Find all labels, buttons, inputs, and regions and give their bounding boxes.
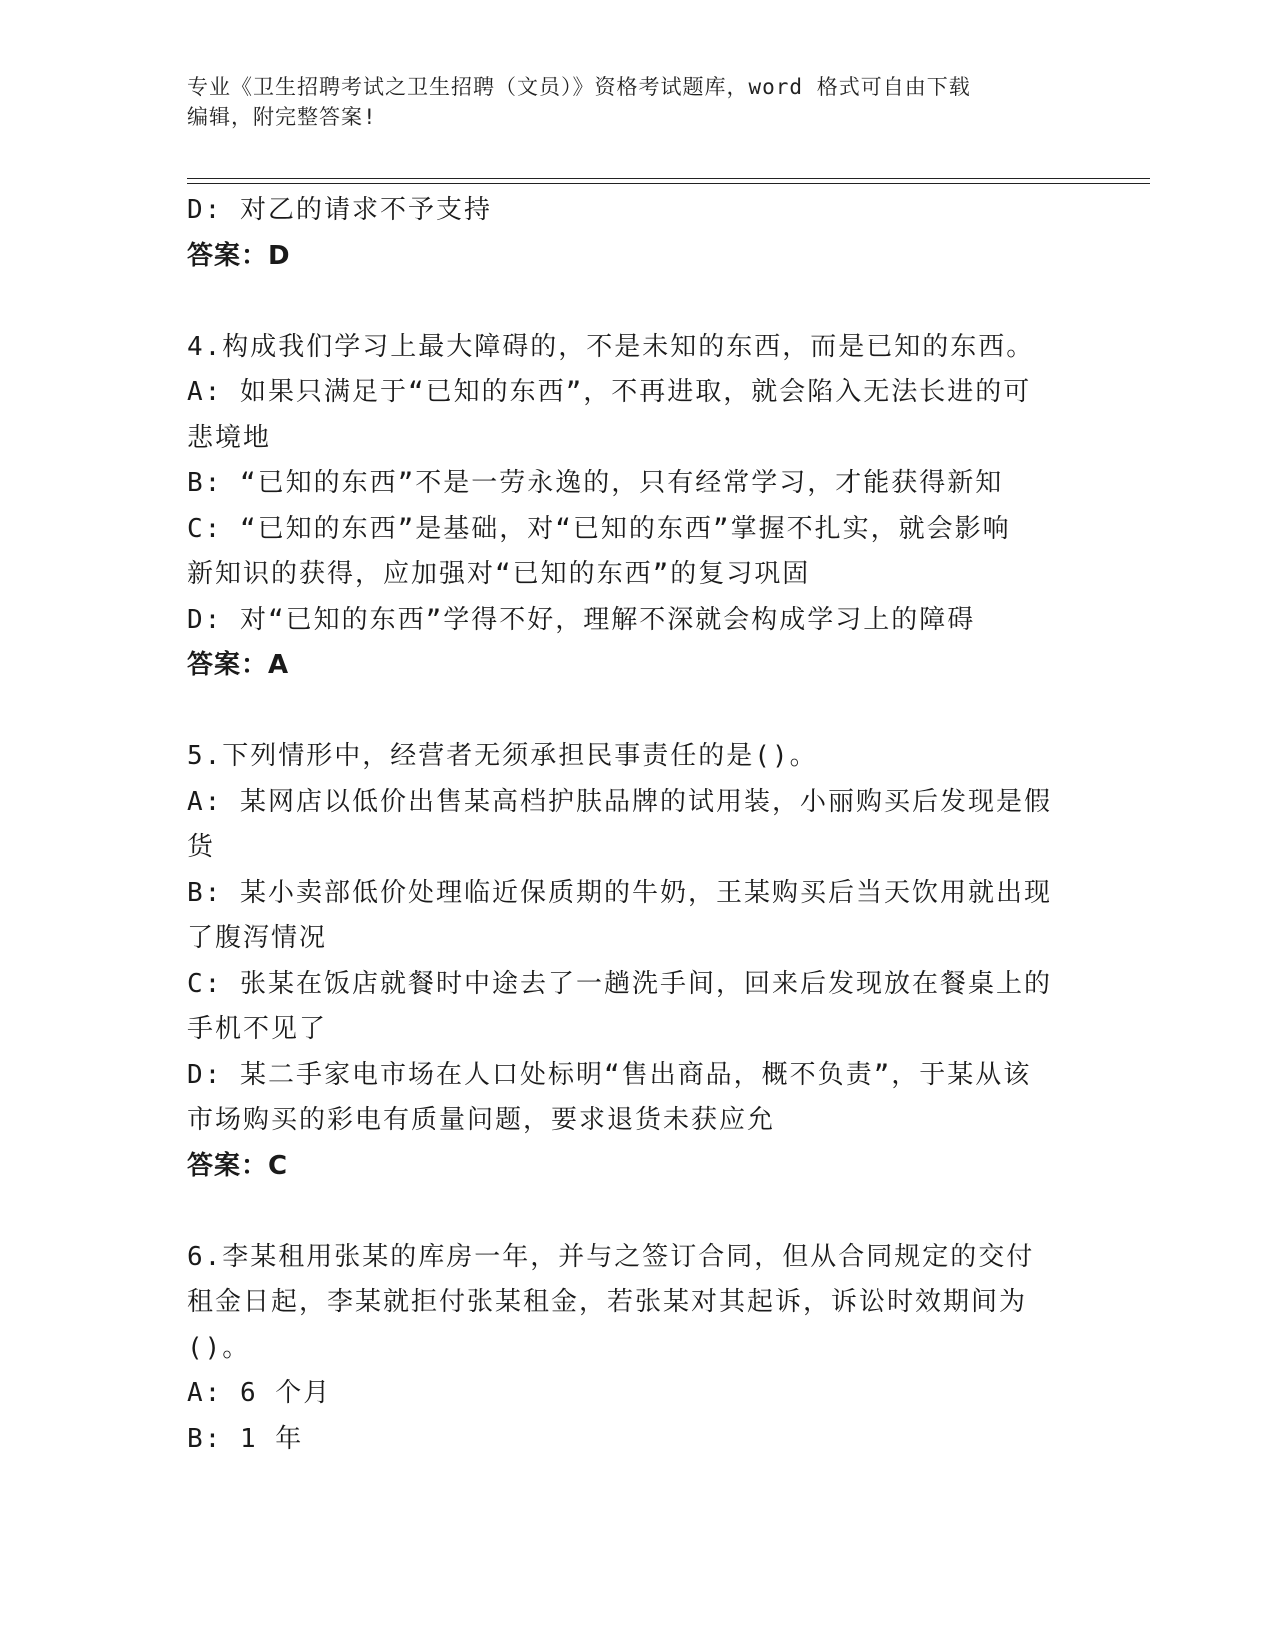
option-d-cont: 市场购买的彩电有质量问题，要求退货未获应允 <box>187 1105 776 1135</box>
header-rule-bottom <box>187 183 1150 184</box>
answer: 答案：D <box>187 240 291 271</box>
document-body <box>187 188 1087 1462</box>
question-6 <box>187 1235 1087 1463</box>
question-3 <box>187 188 1087 279</box>
option-d: D: 某二手家电市场在人口处标明“售出商品，概不负责”，于某从该 <box>187 1059 1032 1090</box>
question-stem: 5.下列情形中，经营者无须承担民事责任的是()。 <box>187 741 818 771</box>
question-4 <box>187 325 1087 689</box>
spacer <box>187 689 1087 735</box>
option-b: B: 某小卖部低价处理临近保质期的牛奶，王某购买后当天饮用就出现 <box>187 877 1052 908</box>
option-a-cont: 货 <box>187 832 216 862</box>
question-stem-cont: ()。 <box>187 1332 251 1363</box>
option-d: D: 对乙的请求不予支持 <box>187 195 492 225</box>
header-line-1: 专业《卫生招聘考试之卫生招聘（文员）》资格考试题库，word 格式可自由下载 <box>187 75 971 99</box>
option-c: C: 张某在饭店就餐时中途去了一趟洗手间，回来后发现放在餐桌上的 <box>187 968 1052 999</box>
option-c-cont: 手机不见了 <box>187 1014 328 1044</box>
spacer <box>187 1189 1087 1235</box>
page-header <box>187 72 1087 132</box>
option-c-cont: 新知识的获得，应加强对“已知的东西”的复习巩固 <box>187 559 811 589</box>
option-a: A: 6 个月 <box>187 1378 332 1408</box>
answer: 答案：C <box>187 1150 289 1181</box>
option-a: A: 某网店以低价出售某高档护肤品牌的试用装，小丽购买后发现是假 <box>187 786 1052 817</box>
question-5 <box>187 734 1087 1189</box>
question-stem: 4.构成我们学习上最大障碍的，不是未知的东西，而是已知的东西。 <box>187 331 1035 362</box>
option-d: D: 对“已知的东西”学得不好，理解不深就会构成学习上的障碍 <box>187 604 976 635</box>
spacer <box>187 279 1087 325</box>
question-stem: 6.李某租用张某的库房一年，并与之签订合同，但从合同规定的交付 <box>187 1241 1035 1272</box>
option-a-cont: 悲境地 <box>187 422 272 453</box>
option-c: C: “已知的东西”是基础，对“已知的东西”掌握不扎实，就会影响 <box>187 513 1011 544</box>
header-line-2: 编辑，附完整答案! <box>187 105 377 129</box>
option-b: B: 1 年 <box>187 1423 304 1454</box>
answer: 答案：A <box>187 650 290 680</box>
header-rule-top <box>187 178 1150 179</box>
option-a: A: 如果只满足于“已知的东西”，不再进取，就会陷入无法长进的可 <box>187 377 1032 407</box>
question-stem-cont: 租金日起，李某就拒付张某租金，若张某对其起诉，诉讼时效期间为 <box>187 1287 1028 1317</box>
option-b: B: “已知的东西”不是一劳永逸的，只有经常学习，才能获得新知 <box>187 468 1004 498</box>
option-b-cont: 了腹泻情况 <box>187 923 328 953</box>
